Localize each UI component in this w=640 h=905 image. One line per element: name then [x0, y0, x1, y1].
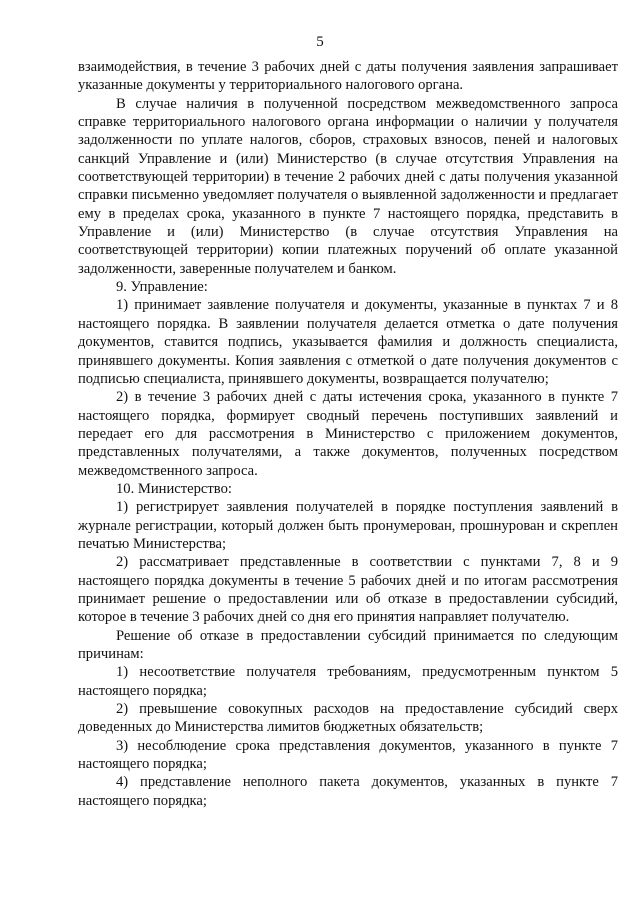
section-10-item-1: 1) регистрирует заявления получателей в порядке поступления заявлений в журнале регистрации, который должен быть пронумерован, прошнурован и скреплен печатью Министерства; [78, 499, 618, 552]
section-9-item-1: 1) принимает заявление получателя и документы, указанные в пунктах 7 и 8 настоящего порядка. В заявлении получателя делается отметка о дате получения документов, ставится подпись, указывается фамилия и должность специалиста, принявшего документы. Копия заявления с отметкой о дате получения документов с подписью специалиста, принявшего документы, возвращается получателю; [78, 297, 618, 387]
paragraph-continuation: взаимодействия, в течение 3 рабочих дней с даты получения заявления запрашивает указанные документы у территориального налогового органа. [78, 59, 618, 94]
refusal-reasons-intro: Решение об отказе в предоставлении субсидий принимается по следующим причинам: [78, 627, 618, 662]
section-9-heading: 9. Управление: [116, 279, 208, 296]
section-9-item-2: 2) в течение 3 рабочих дней с даты истечения срока, указанного в пункте 7 настоящего порядка, формирует сводный перечень поступивших заявлений и передает его для рассмотрения в Министерство с приложением документов, представленных получателями, а также документов, полученных посредством межведомственного запроса. [78, 389, 618, 479]
section-10-item-2: 2) рассматривает представленные в соответствии с пунктами 7, 8 и 9 настоящего порядка документы в течение 5 рабочих дней и по итогам рассмотрения принимает решение о предоставлении или об отказе в предоставлении субсидий, которое в течение 3 рабочих дней со дня его принятия направляет получателю. [78, 554, 618, 626]
refusal-reason-3: 3) несоблюдение срока представления документов, указанного в пункте 7 настоящего порядка; [78, 737, 618, 773]
document-body [78, 58, 618, 810]
page-number: 5 [316, 34, 324, 50]
refusal-reason-1: 1) несоответствие получателя требованиям, предусмотренным пунктом 5 настоящего порядка; [78, 664, 618, 699]
refusal-reason-2: 2) превышение совокупных расходов на предоставление субсидий сверх доведенных до Министерства лимитов бюджетных обязательств; [78, 701, 618, 736]
refusal-reason-4: 4) представление неполного пакета документов, указанных в пункте 7 настоящего порядка; [78, 774, 618, 809]
section-10-heading: 10. Министерство: [116, 480, 232, 497]
paragraph-tax-debt: В случае наличия в полученной посредством межведомственного запроса справке территориального налогового органа информации о наличии у получателя задолженности по уплате налогов, сборов, страховых взносов, пеней и налоговых санкций Управление и (или) Министерство (в случае отсутствия Управления на соответствующей территории) в течение 2 рабочих дней с даты получения указанной справки письменно уведомляет получателя о выявленной задолженности и предлагает ему в пределах срока, указанного в пункте 7 настоящего порядка, представить в Управление и (или) Министерство (в случае отсутствия Управления на соответствующей территории) копии платежных поручений об оплате указанной задолженности, заверенные получателем и банком. [78, 95, 618, 277]
